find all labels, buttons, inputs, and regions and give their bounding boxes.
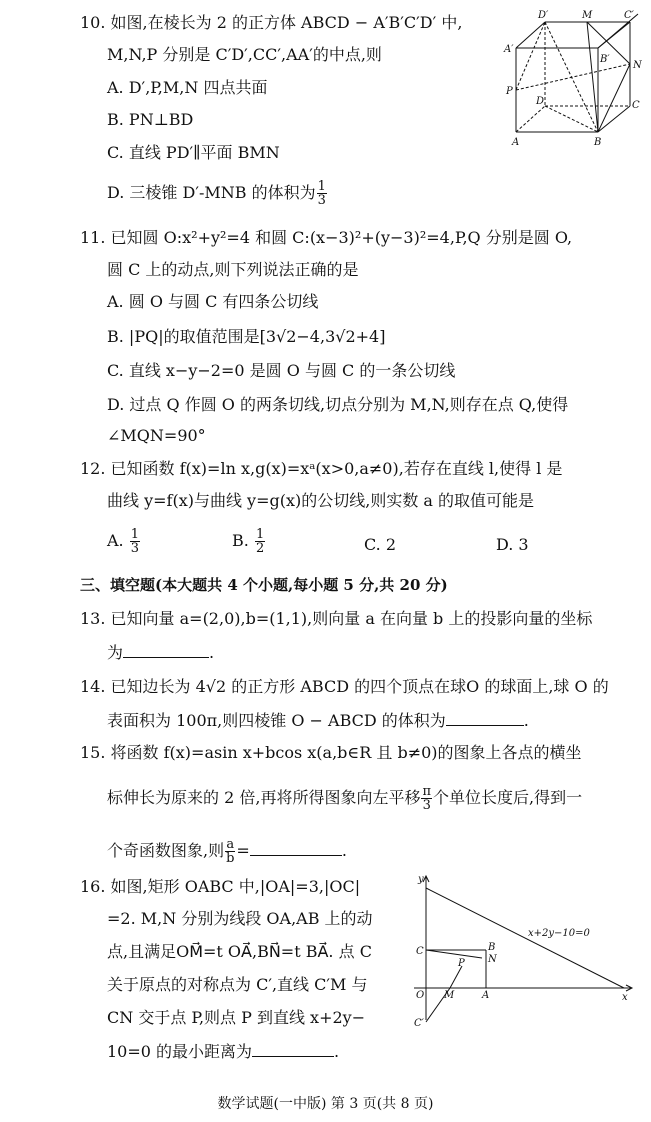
q12-option-d: D. 3	[496, 535, 529, 554]
label-y: y	[418, 874, 424, 885]
q12-line1: 12. 已知函数 f(x)=ln x,g(x)=xᵃ(x>0,a≠0),若存在直线 l,使得 l 是	[80, 459, 563, 478]
label-A: A	[482, 990, 490, 1001]
label-C-prime: C′	[624, 10, 634, 21]
label-A-prime: A′	[504, 44, 514, 55]
q12-option-c: C. 2	[364, 535, 397, 554]
q15-line3: 个奇函数图象,则 $\frac{a}{b}$ = .	[107, 837, 347, 866]
fraction: $\frac{1}{3}$	[130, 527, 140, 556]
label-P: P	[506, 86, 513, 97]
q16-line2: =2. M,N 分别为线段 OA,AB 上的动	[107, 909, 373, 928]
q11-line2: 圆 C 上的动点,则下列说法正确的是	[107, 260, 359, 279]
answer-blank	[123, 641, 209, 658]
label-line: x+2y−10=0	[528, 928, 590, 939]
cube-figure	[500, 8, 646, 150]
q12-option-a: A. $\frac{1}{3}$	[107, 527, 140, 556]
label-P: P	[458, 958, 465, 969]
q11-option-b: B. |PQ|的取值范围是[3√2−4,3√2+4]	[107, 327, 386, 346]
fraction: $\frac{1}{2}$	[255, 527, 265, 556]
fraction: $\frac{\pi}{3}$	[422, 784, 431, 813]
q16-line1: 16. 如图,矩形 OABC 中,|OA|=3,|OC|	[80, 877, 361, 896]
label-C: C	[416, 946, 424, 957]
q15-line2: 标伸长为原来的 2 倍,再将所得图象向左平移 $\frac{\pi}{3}$ 个单位长度后,得到一	[107, 784, 583, 813]
q10-line2: M,N,P 分别是 C′D′,CC′,AA′的中点,则	[107, 45, 382, 64]
q15-line1: 15. 将函数 f(x)=asin x+bcos x(a,b∈R 且 b≠0)的图象上各点的横坐	[80, 743, 582, 762]
q10-option-a: A. D′,P,M,N 四点共面	[107, 78, 268, 97]
label-C: C	[632, 100, 640, 111]
q11-line1: 11. 已知圆 O:x²+y²=4 和圆 C:(x−3)²+(y−3)²=4,P,Q 分别是圆 O,	[80, 228, 573, 247]
q11-option-c: C. 直线 x−y−2=0 是圆 O 与圆 C 的一条公切线	[107, 361, 456, 380]
label-D-prime: D′	[538, 10, 549, 21]
q11-option-d-line1: D. 过点 Q 作圆 O 的两条切线,切点分别为 M,N,则存在点 Q,使得	[107, 395, 569, 414]
q12-option-b: B. $\frac{1}{2}$	[232, 527, 265, 556]
q16-line3: 点,且满足OM⃗=t OA⃗,BN⃗=t BA⃗. 点 C	[107, 942, 372, 961]
q10-line1: 10. 如图,在棱长为 2 的正方体 ABCD − A′B′C′D′ 中,	[80, 13, 463, 32]
label-B: B	[594, 137, 602, 148]
label-B: B	[488, 942, 496, 953]
q10-option-b: B. PN⊥BD	[107, 110, 194, 129]
q14-line1: 14. 已知边长为 4√2 的正方形 ABCD 的四个顶点在球O 的球面上,球 O 的	[80, 677, 609, 696]
label-O: O	[416, 990, 425, 1001]
answer-blank	[446, 709, 524, 726]
answer-blank	[252, 1040, 334, 1057]
q16-line5: CN 交于点 P,则点 P 到直线 x+2y−	[107, 1008, 366, 1027]
label-A: A	[512, 137, 520, 148]
q12-line2: 曲线 y=f(x)与曲线 y=g(x)的公切线,则实数 a 的取值可能是	[107, 491, 535, 510]
q11-option-a: A. 圆 O 与圆 C 有四条公切线	[107, 292, 319, 311]
coordinate-figure	[410, 870, 636, 1030]
page-footer: 数学试题(一中版) 第 3 页(共 8 页)	[217, 1096, 434, 1112]
answer-blank	[250, 839, 342, 856]
q16-line4: 关于原点的对称点为 C′,直线 C′M 与	[107, 975, 368, 994]
label-x: x	[622, 992, 628, 1003]
q16-line6: 10=0 的最小距离为 .	[107, 1042, 340, 1061]
section-heading: 三、填空题(本大题共 4 个小题,每小题 5 分,共 20 分)	[80, 576, 448, 594]
q11-option-d-line2: ∠MQN=90°	[107, 426, 206, 445]
q13-line2: 为 .	[107, 643, 215, 662]
q10-option-d-text: D. 三棱锥 D′-MNB 的体积为	[107, 183, 316, 202]
label-C-prime: C′	[414, 1018, 424, 1029]
fraction: $\frac{a}{b}$	[226, 837, 235, 866]
label-N: N	[633, 60, 642, 71]
q10-option-d	[107, 180, 328, 207]
label-M: M	[582, 10, 593, 21]
fraction: $\frac{1}{3}$	[317, 179, 326, 208]
label-B-prime: B′	[600, 54, 610, 65]
q13-line1: 13. 已知向量 a=(2,0),b=(1,1),则向量 a 在向量 b 上的投影向量的坐标	[80, 609, 593, 628]
label-D: D	[536, 96, 545, 107]
label-M: M	[444, 990, 455, 1001]
q14-line2: 表面积为 100π,则四棱锥 O − ABCD 的体积为 .	[107, 711, 529, 730]
q10-option-c: C. 直线 PD′∥平面 BMN	[107, 143, 280, 162]
label-N: N	[488, 954, 497, 965]
